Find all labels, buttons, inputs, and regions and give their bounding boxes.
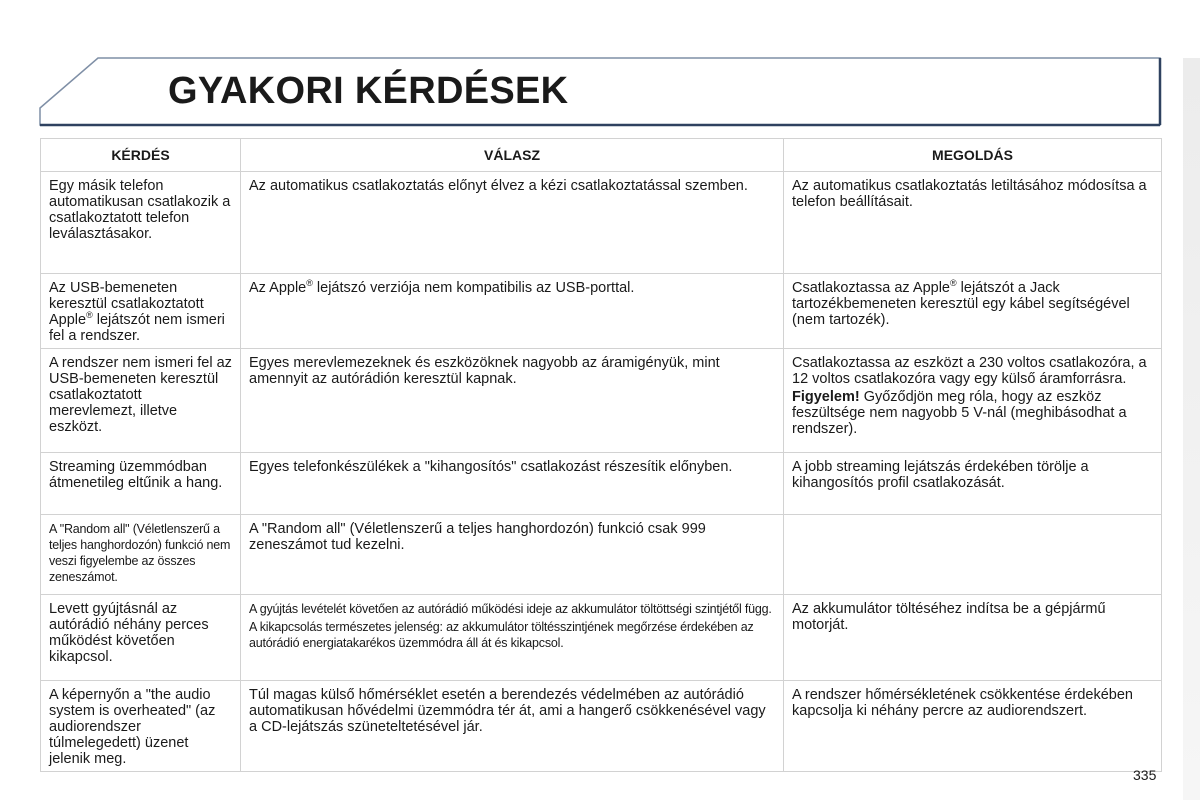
table-row [41,172,1162,274]
warning-note [792,389,1153,437]
solution-cell [784,349,1162,453]
answer-text: lejátszó verziója nem kompatibilis az USB-porttal. [312,280,635,296]
side-strip [1183,58,1200,800]
answer-cell: Túl magas külső hőmérséklet esetén a berendezés védelmében az autórádió automatikusan hővédelmi üzemmódra tér át, ami a hangerő csökkenésével vagy a CD-lejátszás szüneteltetésével jár. [241,681,784,772]
column-header-answer: VÁLASZ [241,139,784,172]
question-cell: Levett gyújtásnál az autórádió néhány perces működést követően kikapcsol. [41,595,241,681]
table-row [41,515,1162,595]
answer-cell: Az automatikus csatlakoztatás előnyt élvez a kézi csatlakoztatással szemben. [241,172,784,274]
registered-mark: ® [306,278,313,289]
table-row [41,595,1162,681]
question-cell: Egy másik telefon automatikusan csatlakozik a csatlakoztatott telefon leválasztásakor. [41,172,241,274]
question-cell: A képernyőn a "the audio system is overheated" (az audiorendszer túlmelegedett) üzenet jelenik meg. [41,681,241,772]
solution-cell: Az akkumulátor töltéséhez indítsa be a gépjármű motorját. [784,595,1162,681]
question-text: lejátszót nem ismeri fel a rendszer. [49,312,225,344]
table-header-row [41,139,1162,172]
answer-text: A kikapcsolás természetes jelenség: az akkumulátor töltésszintjének megőrzése érdekében az autórádió energiatakarékos üzemmódra áll át és kikapcsol. [249,620,754,650]
answer-cell: Egyes telefonkészülékek a "kihangosítós" csatlakozást részesítik előnyben. [241,453,784,515]
solution-cell: Az automatikus csatlakoztatás letiltásához módosítsa a telefon beállításait. [784,172,1162,274]
page-number: 335 [1133,767,1157,783]
solution-text: Csatlakoztassa az Apple [792,280,950,296]
solution-cell [784,274,1162,349]
solution-text: Csatlakoztassa az eszközt a 230 voltos csatlakozóra, a 12 voltos csatlakozóra vagy egy külső áramforrásra. [792,355,1147,387]
page-title: GYAKORI KÉRDÉSEK [168,70,569,112]
question-text: Az USB-bemeneten keresztül csatlakoztatott Apple [49,280,204,328]
solution-text: lejátszót a Jack tartozékbemeneten keresztül egy kábel segítségével (nem tartozék). [792,280,1130,328]
answer-cell [241,274,784,349]
question-cell [41,274,241,349]
registered-mark: ® [86,310,93,321]
answer-text: A gyújtás levételét követően az autórádió működési ideje az akkumulátor töltöttségi szintjétől függ. [249,602,772,616]
answer-cell [241,595,784,681]
table-row [41,274,1162,349]
faq-table [40,138,1162,772]
question-cell: A "Random all" (Véletlenszerű a teljes hanghordozón) funkció nem veszi figyelembe az összes zeneszámot. [41,515,241,595]
table-row [41,681,1162,772]
solution-cell [784,515,1162,595]
registered-mark: ® [949,278,957,289]
question-cell: A rendszer nem ismeri fel az USB-bemeneten keresztül csatlakoztatott merevlemezt, illetve eszközt. [41,349,241,453]
answer-cell: Egyes merevlemezeknek és eszközöknek nagyobb az áramigényük, mint amennyit az autórádión keresztül kapnak. [241,349,784,453]
column-header-question: KÉRDÉS [41,139,241,172]
warning-text: Győződjön meg róla, hogy az eszköz feszültsége nem nagyobb 5 V-nál (meghibásodhat a rendszer). [792,389,1127,437]
column-header-solution: MEGOLDÁS [784,139,1162,172]
solution-cell: A rendszer hőmérsékletének csökkentése érdekében kapcsolja ki néhány percre az audiorendszert. [784,681,1162,772]
table-row [41,453,1162,515]
answer-cell: A "Random all" (Véletlenszerű a teljes hanghordozón) funkció csak 999 zeneszámot tud kezelni. [241,515,784,595]
solution-cell: A jobb streaming lejátszás érdekében törölje a kihangosítós profil csatlakozását. [784,453,1162,515]
table-row [41,349,1162,453]
warning-label: Figyelem! [792,389,860,405]
answer-text: Az Apple [249,280,307,296]
question-cell: Streaming üzemmódban átmenetileg eltűnik a hang. [41,453,241,515]
